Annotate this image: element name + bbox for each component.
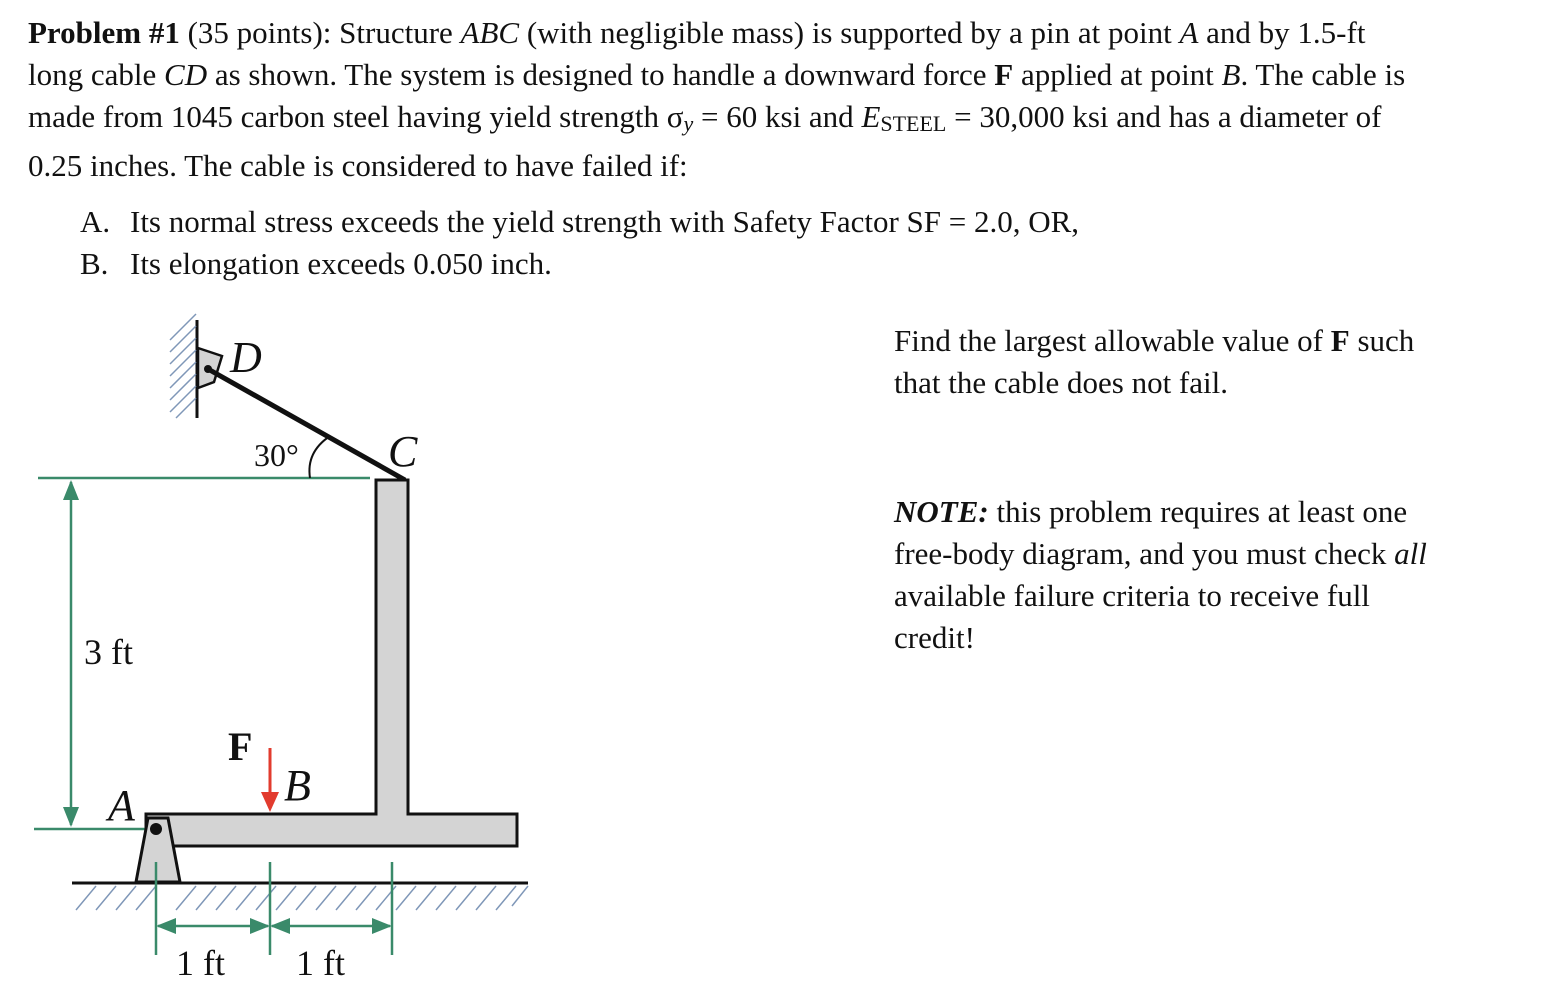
label-dim-right: 1 ft — [296, 943, 345, 983]
vertical-member — [376, 480, 408, 814]
horizontal-member — [146, 814, 517, 846]
label-b: B — [284, 761, 311, 810]
force-arrow — [261, 748, 279, 812]
problem-line-4: 0.25 inches. The cable is considered to have failed if: — [28, 148, 688, 183]
criterion-text: Its normal stress exceeds the yield strength with Safety Factor SF = 2.0, OR, — [130, 204, 1080, 239]
label-f: F — [228, 724, 253, 769]
criterion-label: B. — [80, 246, 109, 281]
label-c: C — [388, 427, 418, 476]
angle-label: 30° — [254, 437, 299, 473]
problem-line-1: Problem #1 (35 points): Structure ABC (with negligible mass) is supported by a pin at point A and by 1.5-ft — [28, 15, 1366, 50]
label-dim-left: 1 ft — [176, 943, 225, 983]
note: NOTE: this problem requires at least one free-body diagram, and you must check all available failure criteria to receive full credit! — [894, 494, 1427, 655]
criterion-label: A. — [80, 204, 111, 239]
ground — [72, 883, 528, 910]
problem-line-3: made from 1045 carbon steel having yield strength $\sigma_y = 60$ ksi and $E_{STEEL} = 30,000$ ksi and has a diameter of — [28, 99, 1382, 136]
problem-line-2: long cable CD as shown. The system is designed to handle a downward force F applied at point B. The cable is — [28, 57, 1406, 92]
angle-arc — [309, 436, 330, 478]
wall-support-d — [170, 314, 222, 418]
find-statement: Find the largest allowable value of F such that the cable does not fail. — [894, 323, 1415, 400]
label-a: A — [108, 781, 135, 830]
cable-cd — [208, 369, 405, 480]
note-label: NOTE: — [894, 494, 989, 529]
problem-title: Problem #1 — [28, 15, 180, 50]
label-d: D — [230, 333, 262, 382]
label-height: 3 ft — [84, 632, 133, 672]
criterion-text: Its elongation exceeds 0.050 inch. — [130, 246, 552, 281]
